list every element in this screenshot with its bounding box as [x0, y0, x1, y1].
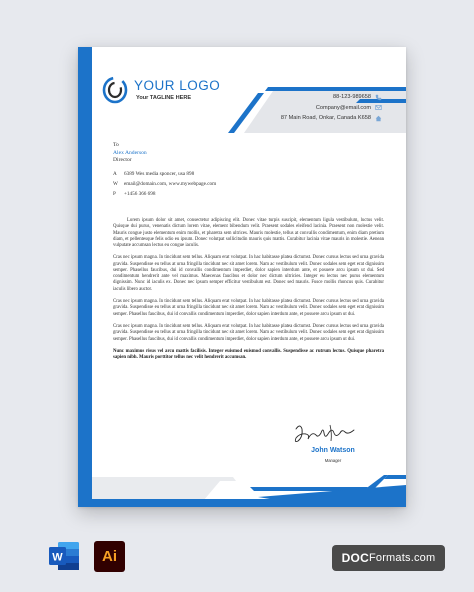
body-paragraph-1: Lorem ipsum dolor sit amet, consectetur adipiscing elit. Donec vitae turpis suscipit, elementum ligula vestibulum, luctus velit. Quisque dui purus, venenatis dictum lorem vitae, element bibendum velit. Praesent sodales eleifend lacinia. Praesent non molestie velit. Mauris congue justo elementum enim mollis, et pharetra sem ultrices. Mauris molestie, tellus at convallis condimentum, enim diam pretium diam, et pellentesque felis odio eu ipsum. Donec volutpat sollicitudin mauris quis mattis. Curabitur lacinia vitae mauris in molestie. Aenean vulputate accumsan lectus eu congue iaculis.: [113, 218, 384, 248]
brand-rest: Formats.com: [368, 552, 436, 564]
web-value: email@domain.com, www.mywebpage.com: [124, 181, 217, 187]
docformats-brand-badge[interactable]: [332, 545, 445, 571]
signer-name: John Watson: [311, 447, 355, 454]
logo-swirl-icon: [102, 75, 130, 105]
phone-label: P: [113, 191, 116, 197]
logo-tagline: Your TAGLINE HERE: [136, 95, 192, 101]
illustrator-icon-letters: Ai: [102, 548, 117, 565]
contact-address: 87 Main Road, Onkar, Canada K658: [280, 115, 371, 121]
word-icon-letter: W: [52, 551, 63, 564]
letterhead-page: [78, 47, 406, 507]
recipient-address-row: [113, 169, 216, 179]
body-paragraph-4: Cras nec ipsum magna. In tincidunt sem tellus. Aliquam erat volutpat. In hac habitasse platea dictumst. Donec cursus lectus sed urna gravida gravida. Suspendisse eu tellus at urna fringilla tincidunt nec sit amet lorem. Nam ac vestibulum velit. Donec sodales sem eget erat dignissim semper. Phasellus faucibus, dui id convallis condimentum imperdiet, dolor sapien interdum ante, et posuere arcu ipsum ut dui.: [113, 324, 384, 342]
phone-icon: [375, 94, 382, 101]
contact-email-row: [281, 103, 382, 114]
letter-body: [113, 218, 384, 368]
contact-phone: 88-123-989658: [333, 94, 371, 100]
recipient-title: Director: [113, 157, 132, 163]
logo-text: YOUR LOGO: [134, 78, 221, 93]
contact-email: Company@email.com: [315, 104, 371, 111]
recipient-phone-row: [113, 189, 216, 199]
recipient-name: Alex Anderson: [113, 149, 147, 156]
signer-role: Manager: [324, 458, 342, 463]
address-value: 6389 Wes media sponcer, usa 898: [124, 171, 195, 177]
email-icon: [375, 104, 382, 111]
recipient-block: [113, 142, 147, 165]
contact-address-row: [281, 113, 382, 124]
word-file-icon[interactable]: [48, 541, 80, 571]
body-paragraph-2: Cras nec ipsum magna. In tincidunt sem tellus. Aliquam erat volutpat. In hac habitasse platea dictumst. Donec cursus lectus sed urna gravida gravida. Suspendisse eu tellus at urna fringilla tincidunt nec sit amet lorem. Nam ac vestibulum velit. Donec sodales sem eget erat dignissim semper. Phasellus faucibus, dui id convallis condimentum imperdiet, dolor sapien interdum ante, et posuere arcu ipsum ut dui. Sed condimentum hendrerit ante vel maximus. Maecenas faucibus et dolor nec dictum ultricies. Integer eu lectus nec purus elementum dignissim. Nunc id iaculis ex. Donec nec ipsum semper efficitur vestibulum est. Donec sed mauris. Fusce mollis rhoncus quis. Curabitur iaculis libero auctor.: [113, 255, 384, 292]
address-label: A: [113, 171, 117, 177]
home-icon: [375, 115, 382, 122]
footer-decoration: [78, 457, 406, 507]
contact-block: [281, 92, 382, 124]
handwritten-signature: [290, 421, 360, 447]
brand-bold: DOC: [341, 551, 369, 565]
company-logo: [102, 75, 222, 105]
recipient-info: [113, 169, 216, 199]
body-paragraph-3: Cras nec ipsum magna. In tincidunt sem tellus. Aliquam erat volutpat. In hac habitasse platea dictumst. Donec cursus lectus sed urna gravida gravida. Suspendisse eu tellus at urna fringilla tincidunt nec sit amet lorem. Nam ac vestibulum velit. Donec sodales sem eget erat dignissim semper. Phasellus faucibus, dui id convallis condimentum imperdiet, dolor sapien interdum ante, et posuere arcu ipsum ut dui.: [113, 299, 384, 317]
body-paragraph-5: Nunc maximus risus vel arcu mattis facilisis. Integer euismod euismod convallis. Suspendisse ac rutrum lectus. Quisque pharetra sapien nibh. Mauris porttitor tellus nec velit hendrerit accumsan.: [113, 349, 384, 361]
recipient-web-row: [113, 179, 216, 189]
recipient-to-label: To: [113, 142, 119, 148]
illustrator-file-icon[interactable]: [94, 541, 125, 572]
phone-value: +1456 366 698: [124, 191, 156, 197]
contact-phone-row: [281, 92, 382, 103]
web-label: W: [113, 181, 118, 187]
left-accent-bar: [78, 47, 92, 507]
